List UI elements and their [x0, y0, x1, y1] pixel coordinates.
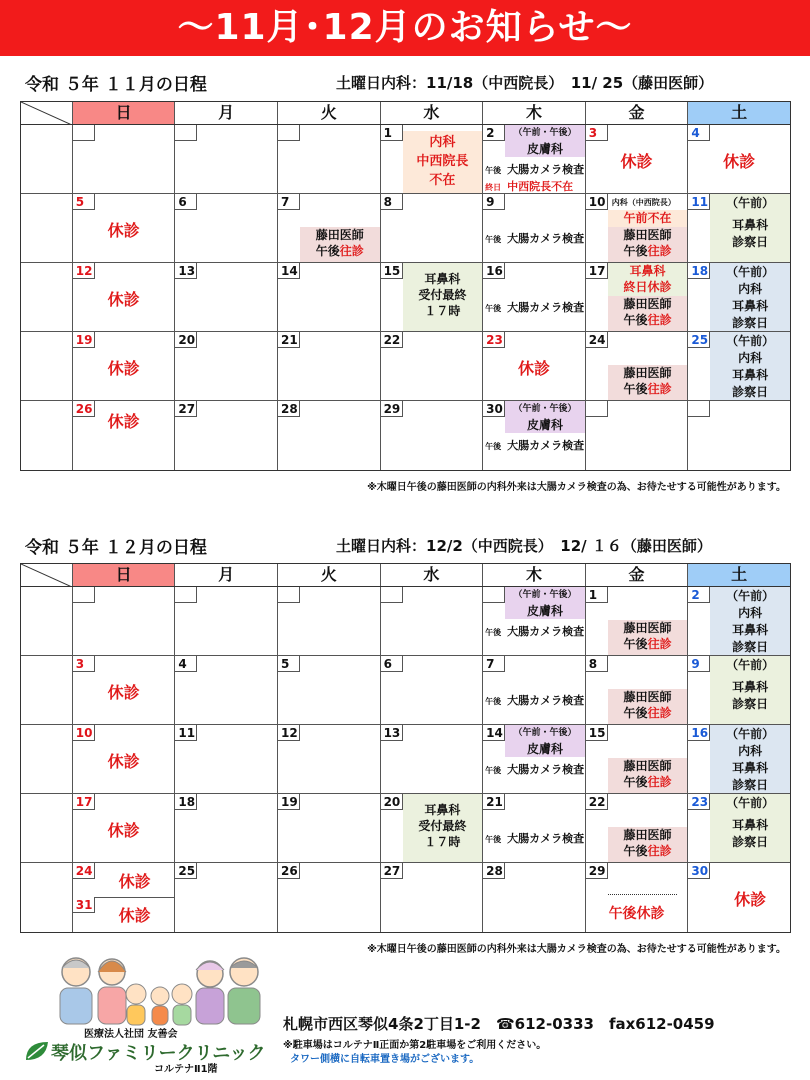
leaf-icon — [24, 1040, 50, 1062]
day-cell: （午前・午後） 皮膚科 午後 大腸カメラ検査 — [482, 587, 585, 655]
family-illustration — [24, 950, 274, 1030]
page-banner: ～11月･12月のお知らせ～ — [0, 0, 810, 56]
day-cell-dec-19: 19 — [277, 794, 380, 862]
day-cell-nov-14: 14 — [277, 263, 380, 331]
weekday-header — [21, 102, 790, 125]
day-cell-nov-24: 24 藤田医師 午後往診 — [585, 332, 688, 400]
day-cell-nov-18: 18 （午前） 内科 耳鼻科 診察日 — [687, 263, 790, 331]
week-row — [21, 125, 790, 194]
day-cell-nov-2: 2 （午前・午後） 皮膚科 午後 大腸カメラ検査 終日 中西院長不在 — [482, 125, 585, 193]
header-tue: 火 — [277, 564, 380, 586]
day-cell — [277, 587, 380, 655]
day-cell-dec-20: 20 耳鼻科 受付最終 １７時 — [380, 794, 483, 862]
clinic-name: 琴似ファミリークリニック — [51, 1043, 266, 1064]
day-cell — [687, 401, 790, 470]
week-row — [21, 587, 790, 656]
header-thu: 木 — [482, 102, 585, 124]
day-cell-dec-29: 29 午後休診 — [585, 863, 688, 932]
bicycle-note: タワー側横に自転車置き場がございます。 — [290, 1054, 480, 1065]
day-cell — [72, 125, 175, 193]
week-row — [21, 263, 790, 332]
week-row — [21, 656, 790, 725]
header-fri: 金 — [585, 564, 688, 586]
day-cell-dec-23: 23 （午前） 耳鼻科 診察日 — [687, 794, 790, 862]
day-cell-dec-4: 4 — [174, 656, 277, 724]
day-cell-nov-5: 5 休診 — [72, 194, 175, 262]
day-cell-nov-6: 6 — [174, 194, 277, 262]
header-tue: 火 — [277, 102, 380, 124]
day-cell-dec-15: 15 藤田医師 午後往診 — [585, 725, 688, 793]
week-row — [21, 401, 790, 470]
week-row — [21, 194, 790, 263]
day-cell-dec-27: 27 — [380, 863, 483, 932]
week-row — [21, 332, 790, 401]
day-cell-dec-14: 14 （午前・午後） 皮膚科 午後 大腸カメラ検査 — [482, 725, 585, 793]
building-name: コルテナⅡ1階 — [154, 1064, 218, 1075]
day-cell — [72, 587, 175, 655]
header-wed: 水 — [380, 102, 483, 124]
day-cell — [277, 125, 380, 193]
day-cell-nov-3: 3 休診 — [585, 125, 688, 193]
day-cell-nov-10: 10 内科（中西院長） 午前不在 藤田医師 午後往診 — [585, 194, 688, 262]
day-cell-dec-9: 9 （午前） 耳鼻科 診察日 — [687, 656, 790, 724]
december-saturday-info: 土曜日内科：12/2（中西院長） 12/ １６（藤田医師） — [336, 537, 712, 555]
day-cell-dec-24-31: 24 休診 31 休診 — [72, 863, 175, 932]
november-calendar — [20, 101, 791, 471]
day-cell-dec-25: 25 — [174, 863, 277, 932]
parking-note: ※駐車場はコルテナⅡ正面か第2駐車場をご利用ください。 — [283, 1040, 547, 1051]
day-cell-dec-16: 16 （午前） 内科 耳鼻科 診察日 — [687, 725, 790, 793]
week-row — [21, 794, 790, 863]
december-calendar — [20, 563, 791, 933]
day-cell-dec-8: 8 藤田医師 午後往診 — [585, 656, 688, 724]
day-cell — [380, 587, 483, 655]
day-cell-nov-23: 23 休診 — [482, 332, 585, 400]
corp-name: 医療法人社団 友善会 — [84, 1029, 178, 1040]
day-cell-dec-10: 10 休診 — [72, 725, 175, 793]
day-cell-dec-5: 5 — [277, 656, 380, 724]
header-fri: 金 — [585, 102, 688, 124]
day-cell-dec-6: 6 — [380, 656, 483, 724]
day-cell-nov-27: 27 — [174, 401, 277, 470]
header-sun: 日 — [72, 564, 175, 586]
day-cell-nov-4: 4 休診 — [687, 125, 790, 193]
header-sat: 土 — [687, 564, 790, 586]
clinic-address: 札幌市西区琴似4条2丁目1-2 ☎612-0333 fax612-0459 — [283, 1015, 715, 1033]
day-cell-nov-26: 26 休診 — [72, 401, 175, 470]
week-row — [21, 725, 790, 794]
day-cell-nov-9: 9 午後 大腸カメラ検査 — [482, 194, 585, 262]
day-cell-nov-30: 30 （午前・午後） 皮膚科 午後 大腸カメラ検査 — [482, 401, 585, 470]
day-cell-nov-19: 19 休診 — [72, 332, 175, 400]
day-cell-nov-17: 17 耳鼻科 終日休診 藤田医師 午後往診 — [585, 263, 688, 331]
header-sun: 日 — [72, 102, 175, 124]
header-thu: 木 — [482, 564, 585, 586]
day-cell-nov-1: 1 内科 中西院長 不在 — [380, 125, 483, 193]
day-cell-dec-26: 26 — [277, 863, 380, 932]
november-title: 令和 ５年 １１月の日程 — [25, 75, 207, 95]
week-row — [21, 863, 790, 932]
day-cell — [174, 125, 277, 193]
day-cell-dec-22: 22 藤田医師 午後往診 — [585, 794, 688, 862]
day-cell-nov-21: 21 — [277, 332, 380, 400]
day-cell-dec-13: 13 — [380, 725, 483, 793]
day-cell-dec-2: 2 （午前） 内科 耳鼻科 診察日 — [687, 587, 790, 655]
day-cell-nov-7: 7 藤田医師 午後往診 — [277, 194, 380, 262]
day-cell-nov-13: 13 — [174, 263, 277, 331]
day-cell-dec-1: 1 藤田医師 午後往診 — [585, 587, 688, 655]
day-cell — [585, 401, 688, 470]
clinic-logo — [24, 950, 274, 1075]
day-cell-dec-18: 18 — [174, 794, 277, 862]
header-mon: 月 — [174, 564, 277, 586]
day-cell-nov-11: 11 （午前） 耳鼻科 診察日 — [687, 194, 790, 262]
header-wed: 水 — [380, 564, 483, 586]
corner-cell — [21, 102, 72, 124]
day-cell-nov-28: 28 — [277, 401, 380, 470]
november-note: ※木曜日午後の藤田医師の内科外来は大腸カメラ検査の為、お待たせする可能性があります。 — [367, 482, 786, 493]
corner-cell — [21, 564, 72, 586]
november-saturday-info: 土曜日内科：11/18（中西院長） 11/ 25（藤田医師） — [336, 74, 714, 92]
day-cell-dec-28: 28 — [482, 863, 585, 932]
day-cell-nov-22: 22 — [380, 332, 483, 400]
day-cell-dec-17: 17 休診 — [72, 794, 175, 862]
header-sat: 土 — [687, 102, 790, 124]
day-cell-nov-20: 20 — [174, 332, 277, 400]
day-cell-dec-3: 3 休診 — [72, 656, 175, 724]
day-cell-dec-7: 7 午後 大腸カメラ検査 — [482, 656, 585, 724]
day-cell-dec-12: 12 — [277, 725, 380, 793]
day-cell-nov-25: 25 （午前） 内科 耳鼻科 診察日 — [687, 332, 790, 400]
day-cell-nov-15: 15 耳鼻科 受付最終 １７時 — [380, 263, 483, 331]
day-cell-nov-29: 29 — [380, 401, 483, 470]
december-title: 令和 ５年 １２月の日程 — [25, 538, 207, 558]
december-note: ※木曜日午後の藤田医師の内科外来は大腸カメラ検査の為、お待たせする可能性があります。 — [367, 944, 786, 955]
day-cell-nov-8: 8 — [380, 194, 483, 262]
header-mon: 月 — [174, 102, 277, 124]
day-cell — [174, 587, 277, 655]
weekday-header — [21, 564, 790, 587]
day-cell-nov-16: 16 午後 大腸カメラ検査 — [482, 263, 585, 331]
day-cell-nov-12: 12 休診 — [72, 263, 175, 331]
day-cell-dec-11: 11 — [174, 725, 277, 793]
day-cell-dec-30: 30 休診 — [687, 863, 790, 932]
day-cell-dec-21: 21 午後 大腸カメラ検査 — [482, 794, 585, 862]
